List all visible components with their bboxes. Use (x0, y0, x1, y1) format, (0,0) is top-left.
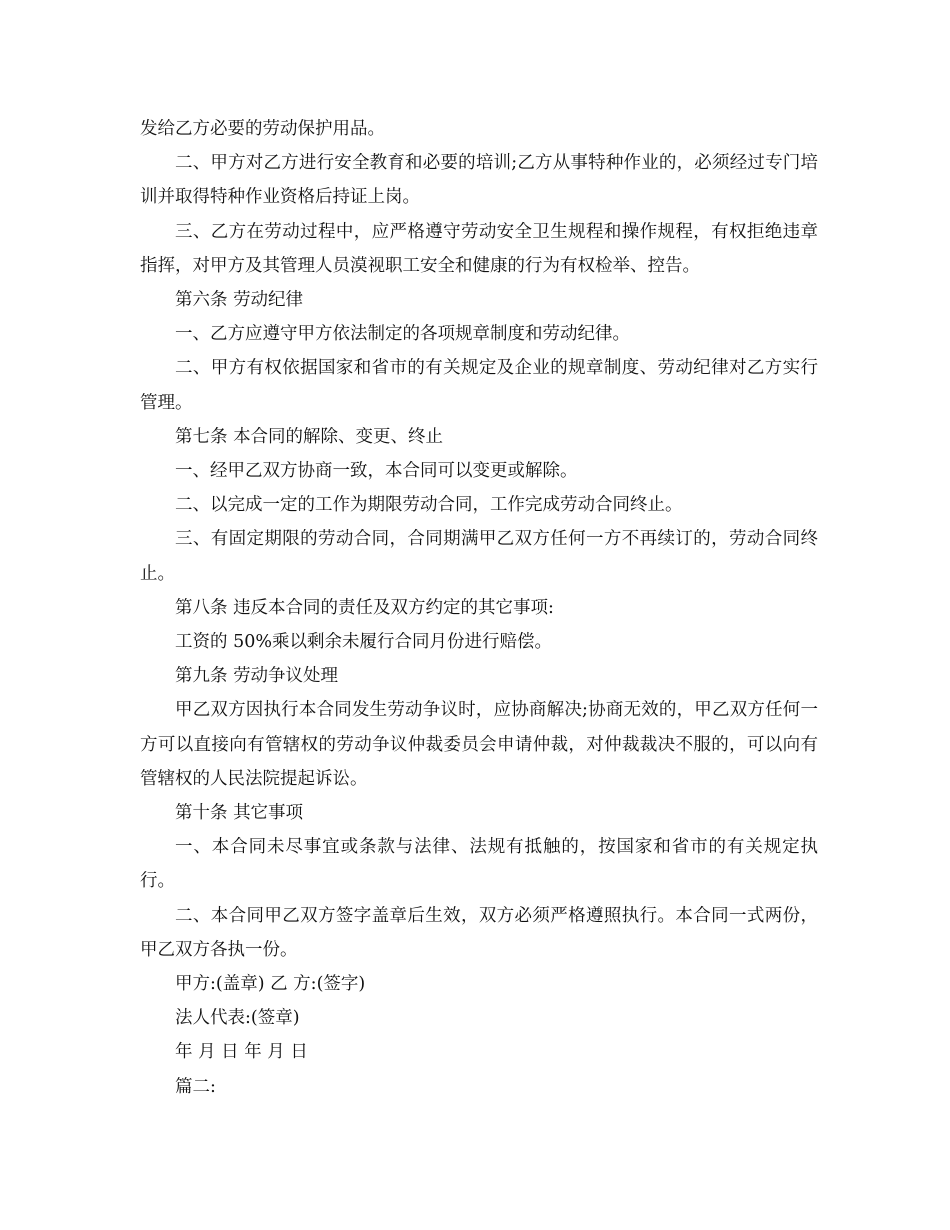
paragraph-article-7-item-1: 一、经甲乙双方协商一致，本合同可以变更或解除。 (175, 461, 578, 482)
heading-article-8: 第八条 违反本合同的责任及双方约定的其它事项: (175, 597, 554, 618)
paragraph-article-7-item-2: 二、以完成一定的工作为期限劳动合同，工作完成劳动合同终止。 (175, 495, 683, 516)
document-body (140, 112, 818, 1104)
heading-article-9: 第九条 劳动争议处理 (175, 666, 339, 687)
paragraph-article-6-item-2: 二、甲方有权依据国家和省市的有关规定及企业的规章制度、劳动纪律对乙方实行管理。 (140, 358, 818, 413)
heading-article-6: 第六条 劳动纪律 (175, 290, 304, 311)
signature-party-line: 甲方:(盖章) 乙 方:(签字) (175, 974, 366, 995)
paragraph-article-10-item-1: 一、本合同未尽事宜或条款与法律、法规有抵触的，按国家和省市的有关规定执行。 (140, 837, 818, 892)
paragraph-article-10-item-2: 二、本合同甲乙双方签字盖章后生效，双方必须严格遵照执行。本合同一式两份，甲乙双方各执一份。 (140, 905, 818, 960)
signature-date-line: 年 月 日 年 月 日 (175, 1042, 308, 1063)
paragraph-article-9-dispute: 甲乙双方因执行本合同发生劳动争议时，应协商解决;协商无效的，甲乙双方任何一方可以直接向有管辖权的劳动争议仲裁委员会申请仲裁，对仲裁裁决不服的，可以向有管辖权的人民法院提起诉讼。 (140, 700, 818, 789)
signature-legal-rep-line: 法人代表:(签章) (175, 1008, 300, 1029)
paragraph-safety-training: 二、甲方对乙方进行安全教育和必要的培训;乙方从事特种作业的，必须经过专门培训并取得特种作业资格后持证上岗。 (140, 153, 818, 208)
paragraph-safety-rules: 三、乙方在劳动过程中，应严格遵守劳动安全卫生规程和操作规程，有权拒绝违章指挥，对甲方及其管理人员漠视职工安全和健康的行为有权检举、控告。 (140, 221, 818, 276)
paragraph-article-8-compensation: 工资的 50%乘以剩余未履行合同月份进行赔偿。 (175, 632, 552, 653)
section-heading-part-2: 篇二: (175, 1076, 216, 1097)
paragraph-protective-supplies: 发给乙方必要的劳动保护用品。 (140, 119, 385, 139)
heading-article-7: 第七条 本合同的解除、变更、终止 (175, 426, 444, 447)
heading-article-10: 第十条 其它事项 (175, 803, 304, 824)
paragraph-article-7-item-3: 三、有固定期限的劳动合同，合同期满甲乙双方任何一方不再续订的，劳动合同终止。 (140, 529, 818, 584)
paragraph-article-6-item-1: 一、乙方应遵守甲方依法制定的各项规章制度和劳动纪律。 (175, 324, 630, 345)
